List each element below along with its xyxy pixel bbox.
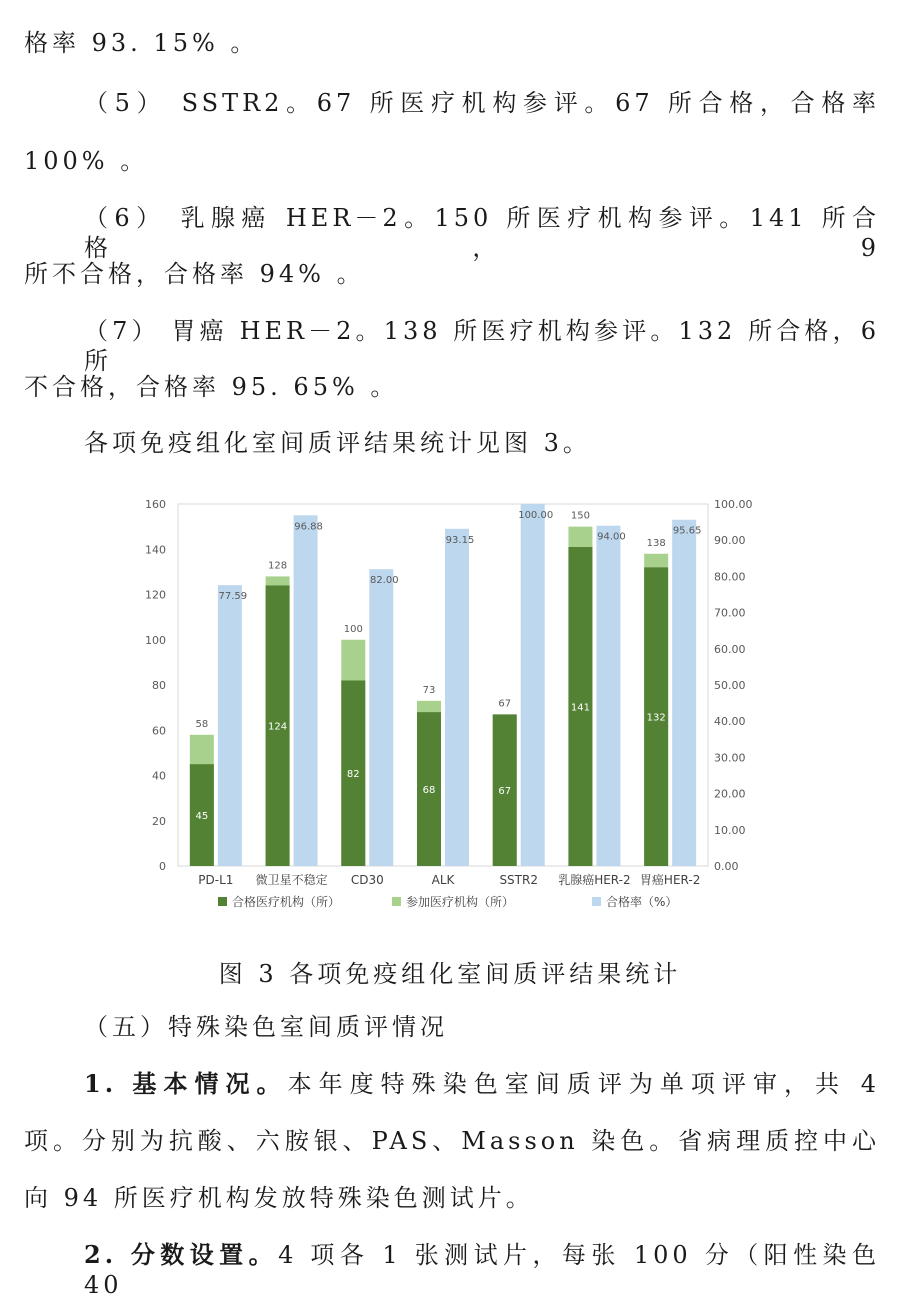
paragraph-line: 不合格，合格率 95. 65% 。: [24, 373, 399, 401]
data-label-pass-rate: 77.59: [218, 591, 248, 603]
bar-pass-rate: [294, 515, 318, 866]
right-axis-tick-label: 0.00: [714, 860, 739, 873]
right-axis-tick-label: 70.00: [714, 606, 746, 620]
chart-figure: [130, 488, 770, 918]
data-label-participating: 67: [498, 698, 512, 710]
bar-chart: [130, 488, 770, 918]
bar-pass-rate: [672, 520, 696, 866]
data-label-participating: 100: [343, 623, 363, 635]
legend-swatch: [592, 897, 601, 906]
data-label-participating: 138: [646, 537, 666, 549]
data-label-qualified: 68: [422, 785, 436, 797]
x-axis-category-label: SSTR2: [499, 873, 538, 887]
x-axis-category-label: 微卫星不稳定: [255, 873, 328, 887]
data-label-participating: 150: [570, 510, 590, 522]
data-label-qualified: 141: [570, 702, 590, 714]
right-axis-tick-label: 40.00: [714, 715, 746, 729]
paragraph-line: 所不合格，合格率 94% 。: [24, 260, 365, 288]
data-label-qualified: 67: [498, 786, 512, 798]
figure-caption: 图 3 各项免疫组化室间质评结果统计: [218, 960, 682, 988]
data-label-participating: 128: [268, 560, 288, 572]
paragraph-line: 向 94 所医疗机构发放特殊染色测试片。: [24, 1184, 534, 1212]
left-axis-tick-label: 140: [145, 543, 166, 557]
paragraph-line: 格率 93. 15% 。: [24, 29, 259, 57]
left-axis-tick-label: 160: [145, 498, 166, 511]
left-axis-tick-label: 0: [159, 860, 166, 873]
paragraph-line: 100% 。: [24, 147, 149, 175]
right-axis-tick-label: 10.00: [714, 823, 746, 837]
left-axis-tick-label: 100: [145, 633, 166, 647]
plot-area-frame: [178, 504, 708, 866]
right-axis-tick-label: 100.00: [714, 498, 753, 511]
left-axis-tick-label: 60: [152, 724, 166, 738]
paragraph-lead: 1. 基本情况。: [84, 1069, 288, 1098]
x-axis-category-label: PD-L1: [198, 873, 234, 887]
paragraph-line: （5） SSTR2。67 所医疗机构参评。67 所合格，合格率: [84, 89, 880, 117]
legend-label: 参加医疗机构（所）: [406, 895, 515, 909]
data-label-pass-rate: 82.00: [369, 575, 399, 587]
data-label-pass-rate: 96.88: [294, 521, 323, 533]
paragraph-lead: 2. 分数设置。: [84, 1240, 279, 1269]
data-label-participating: 73: [422, 684, 436, 696]
right-axis-tick-label: 30.00: [714, 751, 746, 765]
paragraph-line: [84, 1240, 880, 1300]
x-axis-category-label: ALK: [431, 873, 455, 887]
x-axis-category-label: 乳腺癌HER-2: [558, 873, 631, 887]
legend-label: 合格率（%）: [606, 895, 678, 909]
data-label-pass-rate: 94.00: [597, 531, 626, 543]
left-axis-tick-label: 40: [152, 769, 166, 783]
left-axis-tick-label: 120: [145, 588, 166, 602]
data-label-pass-rate: 95.65: [672, 525, 702, 537]
bar-pass-rate: [521, 504, 545, 866]
data-label-qualified: 132: [646, 712, 666, 724]
paragraph-line: 项。分别为抗酸、六胺银、PAS、Masson 染色。省病理质控中心: [24, 1127, 880, 1155]
bar-pass-rate: [218, 585, 242, 866]
right-axis-tick-label: 20.00: [714, 787, 746, 801]
paragraph-line: （6） 乳腺癌 HER－2。150 所医疗机构参评。141 所合格，9: [84, 204, 880, 262]
legend-swatch: [392, 897, 401, 906]
right-axis-tick-label: 60.00: [714, 642, 746, 656]
section-heading: （五）特殊染色室间质评情况: [84, 1013, 448, 1041]
data-label-qualified: 124: [268, 721, 288, 733]
bar-pass-rate: [445, 529, 469, 866]
legend-label: 合格医疗机构（所）: [232, 895, 341, 909]
bar-pass-rate: [369, 569, 393, 866]
data-label-qualified: 45: [195, 811, 209, 823]
right-axis-tick-label: 80.00: [714, 570, 746, 584]
data-label-qualified: 82: [346, 769, 360, 781]
data-label-pass-rate: 100.00: [518, 510, 554, 521]
right-axis-tick-label: 90.00: [714, 534, 746, 548]
right-axis-tick-label: 50.00: [714, 679, 746, 692]
paragraph-text: 本年度特殊染色室间质评为单项评审，共 4: [287, 1070, 880, 1098]
data-label-pass-rate: 93.15: [445, 534, 475, 546]
legend-swatch: [218, 897, 227, 906]
x-axis-category-label: CD30: [350, 873, 384, 887]
paragraph-line: [84, 1069, 880, 1099]
x-axis-category-label: 胃癌HER-2: [639, 873, 701, 887]
paragraph-line: （7） 胃癌 HER－2。138 所医疗机构参评。132 所合格，6 所: [84, 317, 880, 375]
data-label-participating: 58: [195, 718, 209, 730]
left-axis-tick-label: 80: [152, 679, 166, 692]
left-axis-tick-label: 20: [152, 814, 166, 828]
paragraph-text: 4 项各 1 张测试片，每张 100 分（阳性染色 40: [84, 1241, 880, 1299]
paragraph-line: 各项免疫组化室间质评结果统计见图 3。: [84, 429, 591, 457]
bar-pass-rate: [596, 526, 620, 866]
